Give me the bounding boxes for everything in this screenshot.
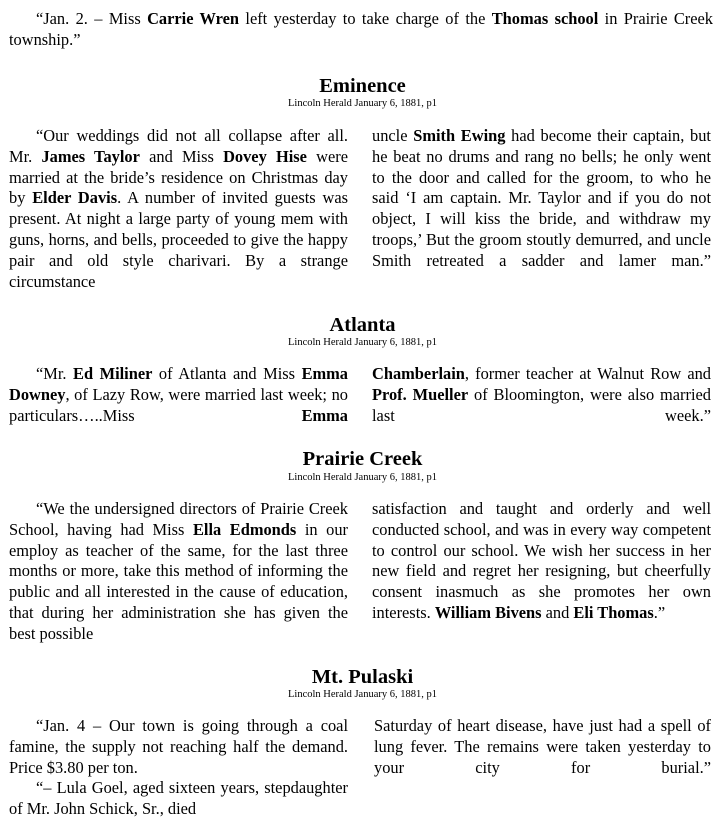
section-heading-mt-pulaski: Mt. Pulaski [311, 666, 414, 688]
section-heading-eminence: Eminence [319, 75, 406, 97]
section-heading-atlanta: Atlanta [329, 314, 396, 336]
name-bold: William Bivens [434, 602, 542, 622]
text: in Prairie Creek township.” [9, 9, 713, 49]
mt-pulaski-paragraph-1: “Jan. 4 – Our town is going through a coal famine, the supply not reaching half the demand. Price $3.80 per ton. [9, 716, 348, 777]
name-bold: Emma Downey [9, 364, 348, 404]
text: satisfaction and taught and orderly and well conducted school, and was in every way competent to control our school. We wish her success in her new field and regret her resigning, but cheerfully consent inasmuch as she promotes her own interests. [372, 499, 711, 622]
text: . A number of invited guests was present. At night a large party of young mem with guns, horns, and bells, proceeded to give the happy pair and old style charivari. By a strange circumstance [9, 188, 348, 291]
name-bold: Ed Miliner [73, 364, 153, 383]
section-source-prairie-creek: Lincoln Herald January 6, 1881, p1 [287, 472, 437, 483]
text: “Our weddings did not all collapse after all. Mr. [9, 126, 348, 166]
eminence-right-column [372, 126, 711, 272]
text: uncle [372, 126, 414, 145]
text: and Miss [139, 146, 224, 166]
section-source-atlanta: Lincoln Herald January 6, 1881, p1 [287, 337, 437, 348]
mt-pulaski-paragraph-2: “– Lula Goel, aged sixteen years, stepdaughter of Mr. John Schick, Sr., died [9, 778, 348, 819]
mt-pulaski-right-column: Saturday of heart disease, have just had a spell of lung fever. The remains were taken yesterday to your city for burial.” [374, 716, 711, 777]
name-bold: James Taylor [41, 146, 140, 166]
text: left yesterday to take charge of the [239, 9, 492, 28]
text: .” [653, 602, 666, 622]
eminence-left-column [9, 126, 348, 292]
prairie-creek-left-column [9, 499, 348, 645]
text: were married at the bride’s residence on Christmas day by [9, 146, 348, 208]
text: , former teacher at Walnut Row and [464, 364, 711, 383]
text: “We the undersigned directors of Prairie Creek School, having had Miss [9, 499, 348, 539]
mt-pulaski-left-column [9, 716, 348, 820]
text: “Jan. 2. – Miss [36, 9, 148, 28]
name-bold: Smith Ewing [413, 126, 506, 145]
name-bold: Emma [301, 405, 348, 425]
section-source-mt-pulaski: Lincoln Herald January 6, 1881, p1 [287, 689, 437, 700]
name-bold: Thomas school [491, 9, 599, 28]
text: in our employ as teacher of the same, for the last three months or more, take this method of informing the public and all interested in the cause of education, that during her administration she has given the best possible [9, 519, 348, 643]
section-heading-prairie-creek: Prairie Creek [302, 448, 423, 470]
text: had become their captain, but he beat no drums and rang no bells; he only went to the door and called for the groom, to who he said ‘I am captain. Mr. Taylor and if you do not object, I will kiss the bride, and withdraw my troops,’ But the groom stoutly demurred, and uncle Smith retreated a sadder and lamer man.” [372, 126, 711, 270]
lead-paragraph [9, 9, 713, 51]
text: and [541, 602, 574, 622]
name-bold: Dovey Hise [223, 146, 307, 166]
text: of Atlanta and Miss [152, 364, 302, 383]
name-bold: Carrie Wren [147, 9, 240, 28]
text: “Mr. [36, 364, 74, 383]
atlanta-right-column [372, 364, 711, 426]
prairie-creek-right-column [372, 499, 711, 624]
text: , of Lazy Row, were married last week; no particulars…..Miss [9, 384, 348, 425]
name-bold: Prof. Mueller [372, 384, 469, 404]
name-bold: Chamberlain [372, 364, 465, 383]
name-bold: Elder Davis [32, 188, 118, 208]
name-bold: Eli Thomas [573, 602, 654, 622]
section-source-eminence: Lincoln Herald January 6, 1881, p1 [287, 98, 437, 109]
name-bold: Ella Edmonds [193, 519, 297, 539]
text: of Bloomington, were also married last week.” [372, 384, 712, 425]
atlanta-left-column [9, 364, 348, 426]
